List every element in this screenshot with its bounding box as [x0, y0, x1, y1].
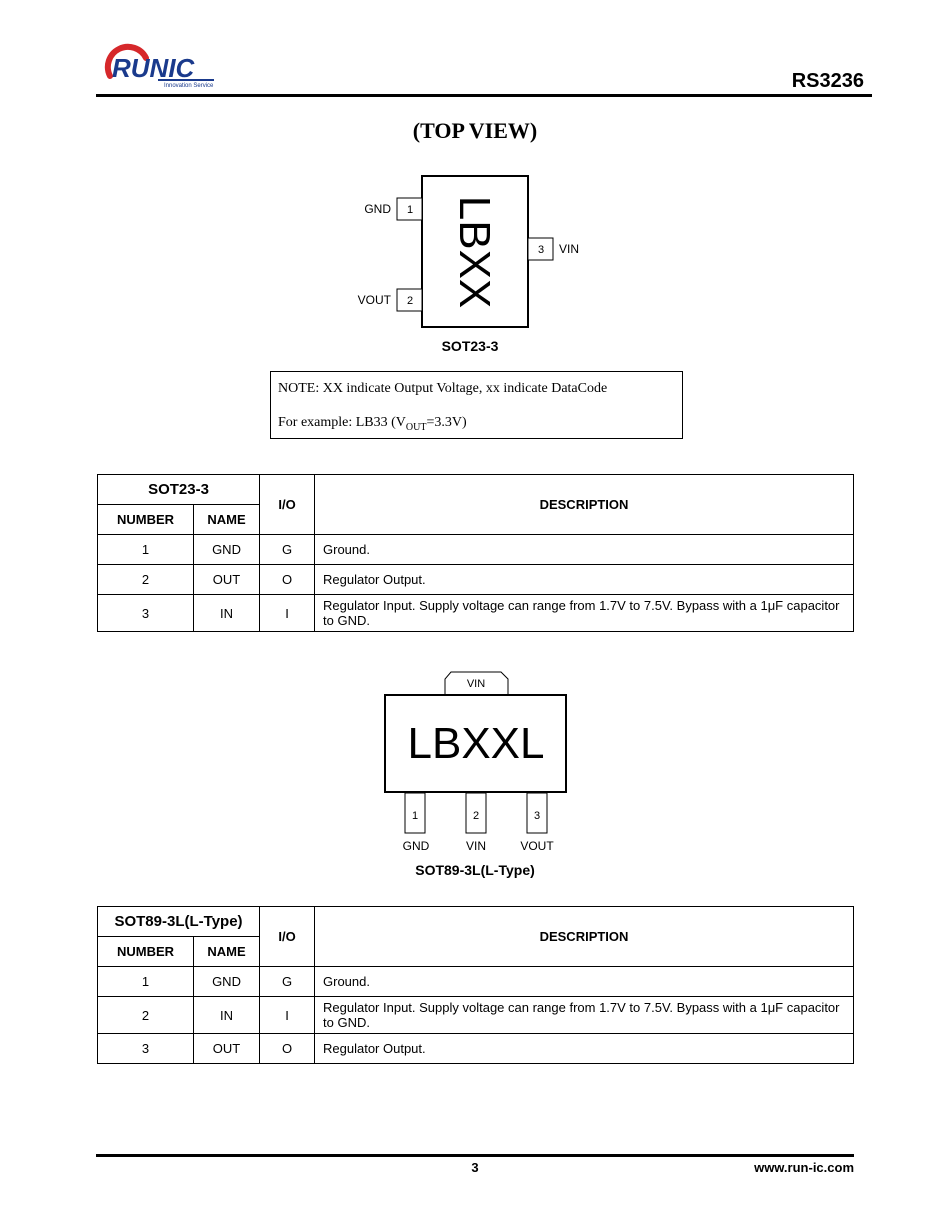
cell-description: Ground.: [315, 967, 854, 997]
sot23-pin-2-label: VOUT: [357, 293, 391, 307]
runic-logo: [100, 40, 240, 92]
table2-io-header: I/O: [260, 907, 315, 967]
sot23-pin-2-number: 2: [406, 295, 414, 307]
table-row: [98, 997, 854, 1034]
cell-io: G: [260, 967, 315, 997]
sot23-package-diagram: [340, 170, 600, 340]
cell-io: I: [260, 997, 315, 1034]
sot23-marking: LBXX: [450, 195, 499, 309]
cell-name: GND: [194, 535, 260, 565]
header-rule: [96, 94, 872, 97]
table1-description-header: DESCRIPTION: [315, 475, 854, 535]
sot23-caption: SOT23-3: [441, 338, 499, 354]
sot23-pin-1-label: GND: [364, 202, 391, 216]
cell-name: IN: [194, 595, 260, 632]
sot23-pin-3-number: 3: [537, 244, 545, 256]
table1-io-header: I/O: [260, 475, 315, 535]
cell-description: Regulator Output.: [315, 565, 854, 595]
table1-name-header: NAME: [194, 505, 260, 535]
cell-number: 2: [98, 565, 194, 595]
marking-note: [270, 371, 683, 439]
cell-name: GND: [194, 967, 260, 997]
sot89-pin-table: [97, 906, 854, 1064]
part-number: RS3236: [791, 70, 864, 92]
cell-number: 3: [98, 1034, 194, 1064]
sot23-pin-3-label: VIN: [559, 242, 580, 256]
logo-tagline: Innovation Service: [164, 83, 214, 89]
cell-number: 1: [98, 535, 194, 565]
table2-description-header: DESCRIPTION: [315, 907, 854, 967]
sot89-pin-2-label: VIN: [465, 839, 487, 853]
page-number: 3: [471, 1160, 479, 1175]
table2-package-header: SOT89-3L(L-Type): [98, 907, 260, 937]
cell-name: OUT: [194, 1034, 260, 1064]
cell-number: 1: [98, 967, 194, 997]
cell-number: 2: [98, 997, 194, 1034]
cell-io: O: [260, 565, 315, 595]
sot89-caption: SOT89-3L(L-Type): [415, 862, 535, 878]
table2-name-header: NAME: [194, 937, 260, 967]
note-example-prefix: For example: LB33 (V: [278, 415, 406, 430]
note-example-subscript: OUT: [405, 421, 427, 433]
sot23-pin-table: [97, 474, 854, 632]
cell-description: Regulator Input. Supply voltage can range from 1.7V to 7.5V. Bypass with a 1μF capacitor to GND.: [315, 595, 854, 632]
cell-description: Ground.: [315, 535, 854, 565]
sot89-pin-1-number: 1: [411, 810, 419, 822]
sot23-pin-1-number: 1: [406, 204, 414, 216]
note-line-2: [278, 415, 467, 433]
sot89-pin-1-label: GND: [402, 839, 430, 853]
cell-io: G: [260, 535, 315, 565]
note-example-suffix: =3.3V): [426, 415, 467, 430]
sot89-package-diagram: [370, 668, 580, 858]
top-view-title: (TOP VIEW): [412, 118, 538, 143]
cell-description: Regulator Input. Supply voltage can range from 1.7V to 7.5V. Bypass with a 1μF capacitor to GND.: [315, 997, 854, 1034]
table1-number-header: NUMBER: [98, 505, 194, 535]
logo-wordmark: RUNIC: [112, 53, 195, 83]
table-row: [98, 565, 854, 595]
website-link[interactable]: www.run-ic.com: [754, 1160, 854, 1175]
sot89-pin-3-number: 3: [533, 810, 541, 822]
cell-number: 3: [98, 595, 194, 632]
sot89-pin-2-number: 2: [472, 810, 480, 822]
table-row: [98, 535, 854, 565]
cell-io: I: [260, 595, 315, 632]
footer-rule: [96, 1154, 854, 1157]
sot89-pin-3-label: VOUT: [520, 839, 554, 853]
table-row: [98, 595, 854, 632]
sot89-tab-label: VIN: [466, 678, 486, 690]
table-row: [98, 967, 854, 997]
table2-number-header: NUMBER: [98, 937, 194, 967]
sot89-marking: LBXXL: [407, 719, 545, 768]
cell-io: O: [260, 1034, 315, 1064]
cell-description: Regulator Output.: [315, 1034, 854, 1064]
note-line-1: NOTE: XX indicate Output Voltage, xx indicate DataCode: [278, 381, 608, 396]
table-row: [98, 1034, 854, 1064]
cell-name: OUT: [194, 565, 260, 595]
cell-name: IN: [194, 997, 260, 1034]
table1-package-header: SOT23-3: [98, 475, 260, 505]
